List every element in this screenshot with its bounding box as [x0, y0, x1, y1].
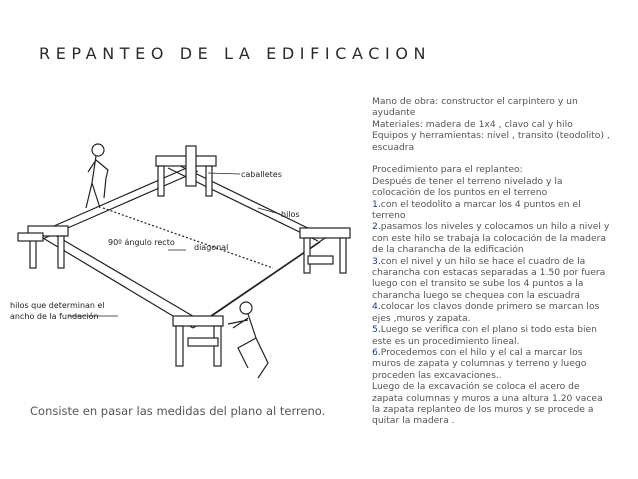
- caption-text: Consiste en pasar las medidas del plano al terreno.: [30, 404, 326, 418]
- step-2: [372, 221, 612, 255]
- step-text: Luego se verifica con el plano si todo esta bien este es un procedimiento lineal.: [372, 324, 597, 347]
- step-number: 3.: [372, 255, 381, 267]
- label-caballetes: caballetes: [241, 170, 282, 179]
- materiales-text: Materiales: madera de 1x4 , clavo cal y hilo: [372, 118, 573, 130]
- step-number: 5.: [372, 324, 381, 336]
- step-number: 1.: [372, 198, 381, 210]
- step-number: 4.: [372, 301, 381, 313]
- step-1: [372, 199, 612, 222]
- step-4: [372, 301, 612, 324]
- intro-text: Después de tener el terreno nivelado y la colocación de los puntos en el terreno: [372, 175, 563, 199]
- label-angle: 90º ángulo recto: [108, 238, 175, 247]
- step-text: pasamos los niveles y colocamos un hilo a nivel y con este hilo se trabaja la colocación de la madera de la charancha de la edificación: [372, 221, 610, 256]
- step-text: con el nivel y un hilo se hace el cuadro de la charancha con estacas separadas a 1.50 por fuera luego con el transito se sube los 4 puntos a la charancha luego se chequea con la escuadra: [372, 255, 606, 301]
- string-line: [203, 242, 320, 322]
- step-text: con el teodolito a marcar los 4 puntos en el terreno: [372, 198, 581, 222]
- step-6: [372, 347, 612, 381]
- procedimiento-title: Procedimiento para el replanteo:: [372, 164, 523, 176]
- step-3: [372, 256, 612, 302]
- step-5: [372, 324, 612, 347]
- label-hilos: hilos: [281, 210, 300, 219]
- string-line: [38, 163, 198, 233]
- step-text: colocar los clavos donde primero se marcan los ejes ,muros y zapata.: [372, 301, 600, 324]
- ending-text: Luego de la excavación se coloca el acero de zapata columnas y muros a una altura 1.20 vacea la zapata replanteo de los muros y se procede a quitar la madera .: [372, 381, 603, 427]
- mano-de-obra-text: Mano de obra: constructor el carpintero y un ayudante: [372, 96, 578, 119]
- page-title: REPANTEO DE LA EDIFICACION: [39, 44, 432, 63]
- step-text: Procedemos con el hilo y el cal a marcar los muros de zapata y columnas y terreno y luego proceden las excavaciones..: [372, 346, 587, 381]
- equipos-text: Equipos y herramientas: nivel , transito (teodolito) , escuadra: [372, 130, 610, 153]
- step-number: 2.: [372, 221, 381, 233]
- procedure-text-block: [372, 96, 612, 427]
- replanteo-illustration: [8, 138, 363, 393]
- label-bottom-left-2: ancho de la fundación: [10, 312, 99, 321]
- label-diagonal: diagonal: [194, 243, 229, 252]
- label-bottom-left-1: hilos que determinan el: [10, 301, 105, 310]
- step-number: 6.: [372, 346, 381, 358]
